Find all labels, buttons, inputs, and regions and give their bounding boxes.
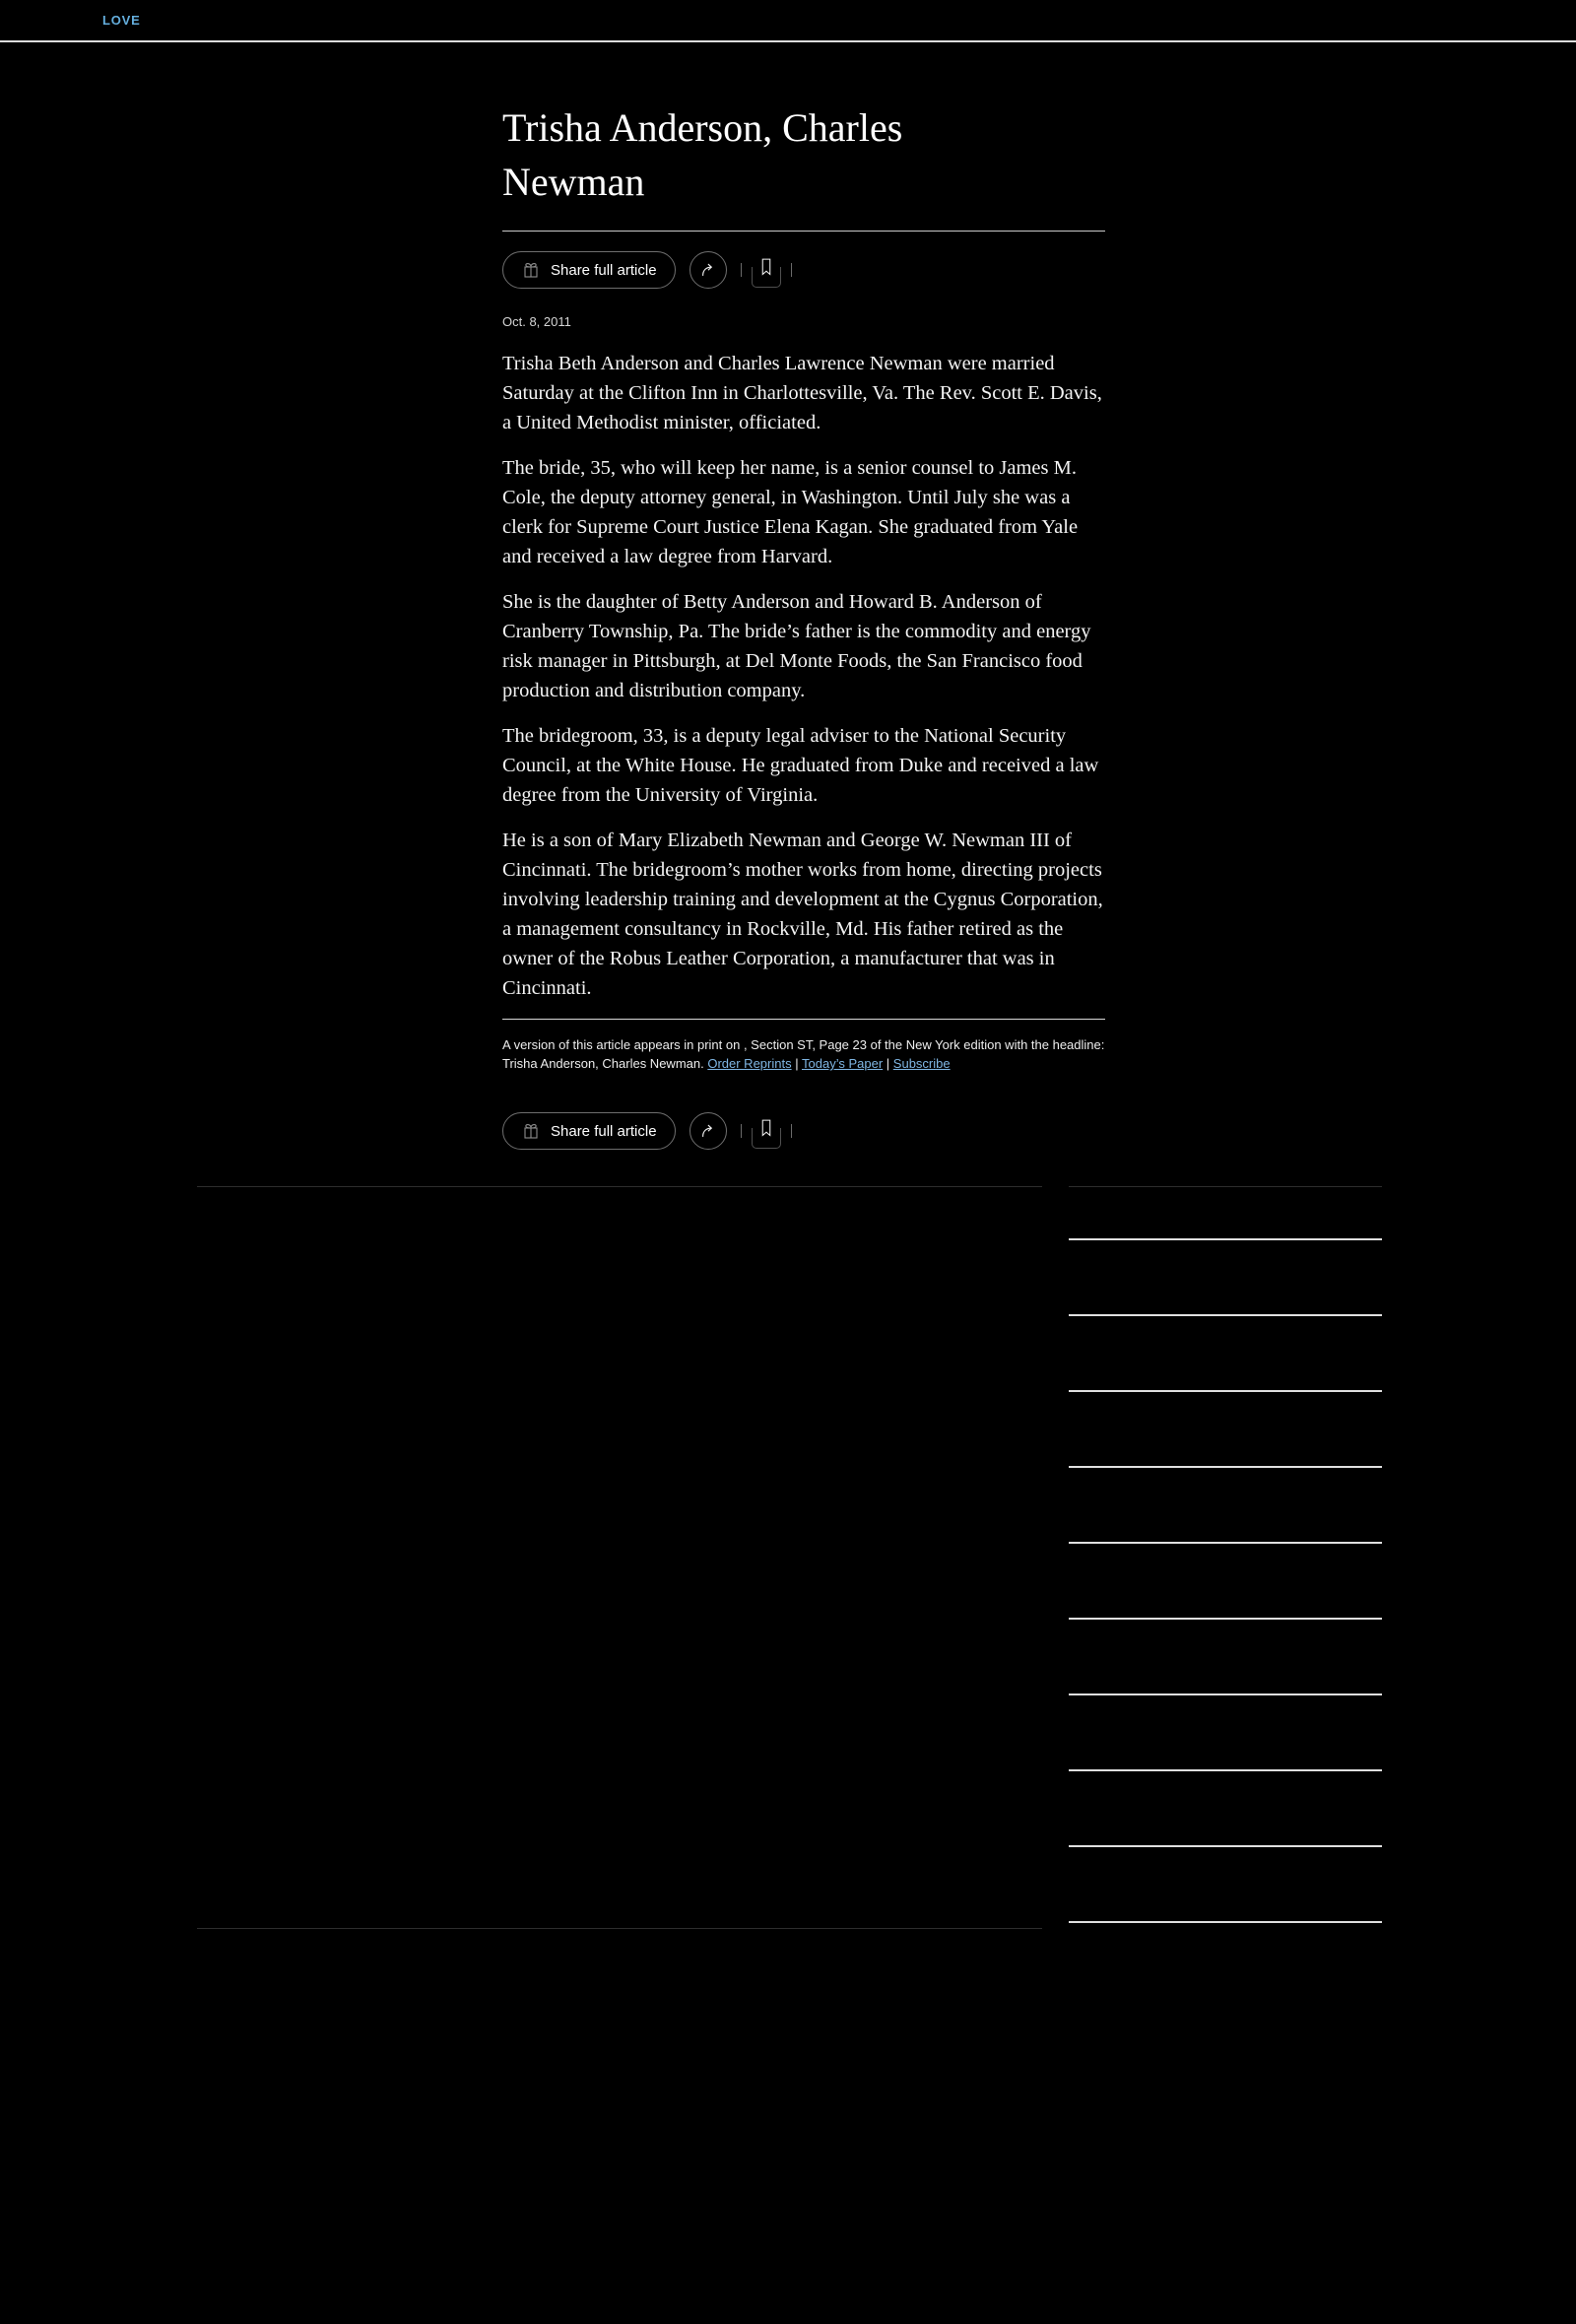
nav-section-link-love[interactable]: LOVE (102, 13, 141, 28)
share-row-bottom (502, 1112, 1105, 1150)
paragraph: Trisha Beth Anderson and Charles Lawrence Newman were married Saturday at the Clifton Inn in Charlottesville, Va. The Rev. Scott E. Davis, a United Methodist minister, officiated. (502, 353, 1102, 433)
link-separator: | (795, 1056, 799, 1071)
separator-bar (791, 263, 792, 277)
gift-icon (521, 1121, 541, 1141)
share-arrow-button[interactable] (690, 1112, 727, 1150)
order-reprints-link[interactable]: Order Reprints (707, 1056, 792, 1071)
top-nav (0, 0, 1576, 42)
article-end-divider (502, 1019, 1105, 1020)
list-item (1069, 1468, 1382, 1544)
save-group (741, 1112, 792, 1150)
separator-bar (741, 263, 742, 277)
share-full-article-button[interactable] (502, 1112, 676, 1150)
list-item (1069, 1187, 1382, 1240)
save-bookmark-button[interactable] (751, 1112, 782, 1150)
list-item (1069, 1316, 1382, 1392)
paragraph: The bridegroom, 33, is a deputy legal adviser to the National Security Council, at the White House. He graduated from Duke and received a law degree from the University of Virginia. (502, 725, 1099, 806)
article-body (502, 42, 1105, 1150)
list-item (1069, 1392, 1382, 1468)
paragraph: He is a son of Mary Elizabeth Newman and George W. Newman III of Cincinnati. The bridegroom’s mother works from home, directing projects involving leadership training and development at the Cygnus Corporation, a management consultancy in Rockville, Md. His father retired as the owner of the Robus Leather Corporation, a manufacturer that was in Cincinnati. (502, 830, 1103, 999)
link-separator: | (886, 1056, 890, 1071)
list-item (1069, 1544, 1382, 1620)
save-button-outline (752, 1128, 781, 1149)
list-item (1069, 1771, 1382, 1847)
gift-icon (521, 260, 541, 280)
share-arrow-button[interactable] (690, 251, 727, 289)
separator-bar (791, 1124, 792, 1138)
print-notice-text: A version of this article appears in print on , Section ST, Page 23 of the New York edition with the headline: Trisha Anderson, Charles Newman. (502, 1037, 1105, 1071)
sidebar-list (1069, 1186, 1382, 1923)
save-group (741, 251, 792, 289)
list-item (1069, 1847, 1382, 1923)
page-title: Trisha Anderson, Charles Newman (502, 105, 903, 204)
headline-divider (502, 231, 1105, 232)
publish-date: Oct. 8, 2011 (502, 314, 571, 329)
paragraph: The bride, 35, who will keep her name, is a senior counsel to James M. Cole, the deputy attorney general, in Washington. Until July she was a clerk for Supreme Court Justice Elena Kagan. She graduated from Yale and received a law degree from Harvard. (502, 457, 1079, 567)
separator-bar (741, 1124, 742, 1138)
share-full-article-button[interactable] (502, 251, 676, 289)
article-paragraphs (502, 349, 1105, 1003)
share-button-label: Share full article (551, 1122, 657, 1140)
print-edition-notice (502, 1035, 1105, 1073)
share-row-top (502, 251, 1105, 289)
list-item (1069, 1240, 1382, 1316)
save-button-outline (752, 267, 781, 288)
related-content-placeholder (197, 1186, 1042, 1929)
list-item (1069, 1620, 1382, 1695)
save-bookmark-button[interactable] (751, 251, 782, 289)
share-arrow-icon (698, 1121, 718, 1141)
share-button-label: Share full article (551, 261, 657, 279)
paragraph: She is the daughter of Betty Anderson and Howard B. Anderson of Cranberry Township, Pa. The bride’s father is the commodity and energy risk manager in Pittsburgh, at Del Monte Foods, the San Francisco food production and distribution company. (502, 591, 1091, 701)
subscribe-link[interactable]: Subscribe (892, 1056, 951, 1071)
list-item (1069, 1695, 1382, 1771)
share-arrow-icon (698, 260, 718, 280)
todays-paper-link[interactable]: Today’s Paper (802, 1056, 884, 1071)
